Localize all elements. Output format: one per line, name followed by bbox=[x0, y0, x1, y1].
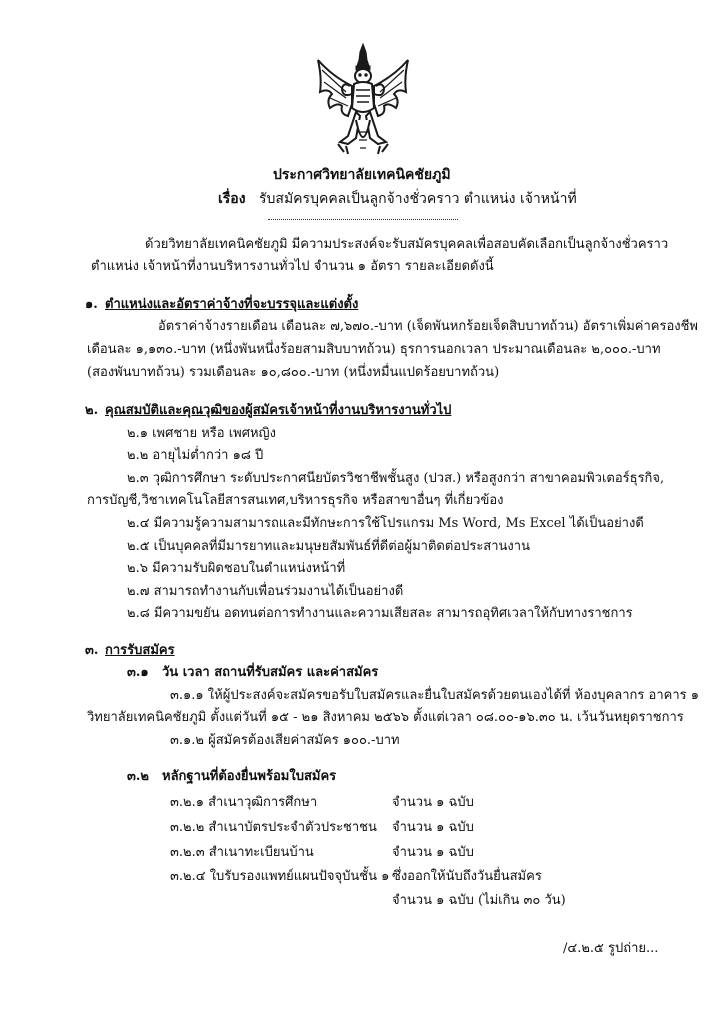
document-name: ๓.๒.๑ สำเนาวุฒิการศึกษา bbox=[170, 795, 318, 810]
title-divider bbox=[268, 219, 458, 220]
list-item: ๒.๔ มีความรู้ความสามารถและมีทักษะการใช้โปรแกรม Ms Word, Ms Excel ได้เป็นอย่างดี bbox=[127, 516, 644, 531]
section-1-heading: ตำแหน่งและอัตราค่าจ้างที่จะบรรจุและแต่งตั้ง bbox=[105, 297, 359, 312]
section-3-2-number: ๓.๒ bbox=[127, 769, 149, 784]
list-item: ๒.๗ สามารถทำงานกับเพื่อนร่วมงานได้เป็นอย่างดี bbox=[127, 584, 404, 599]
section-2-number: ๒. bbox=[85, 403, 99, 418]
subject-text: รับสมัครบุคคลเป็นลูกจ้างชั่วคราว ตำแหน่ง เจ้าหน้าที่ bbox=[259, 191, 577, 207]
list-item: การบัญชี,วิชาเทคโนโลยีสารสนเทศ,บริหารธุรกิจ หรือสาขาอื่นๆ ที่เกี่ยวข้อง bbox=[87, 493, 504, 508]
document-qty: จำนวน ๑ ฉบับ bbox=[392, 820, 474, 835]
section-3-number: ๓. bbox=[85, 643, 99, 658]
section-3-1-number: ๓.๑ bbox=[127, 665, 149, 680]
document-qty: จำนวน ๑ ฉบับ bbox=[392, 795, 474, 810]
section-1-number: ๑. bbox=[85, 297, 98, 312]
section-1-line-3: (สองพันบาทถ้วน) รวมเดือนละ ๑๐,๘๐๐.-บาท (หนึ่งหมื่นแปดร้อยบาทถ้วน) bbox=[87, 365, 500, 380]
document-qty-extra: จำนวน ๑ ฉบับ (ไม่เกิน ๓๐ วัน) bbox=[392, 893, 566, 908]
section-1-line-2: เดือนละ ๑,๑๓๐.-บาท (หนึ่งพันหนึ่งร้อยสามสิบบาทถ้วน) ธุรการนอกเวลา ประมาณเดือนละ ๒,๐๐๐.-บาท bbox=[87, 342, 661, 357]
section-2-heading: คุณสมบัติและคุณวุฒิของผู้สมัครเจ้าหน้าที่งานบริหารงานทั่วไป bbox=[105, 403, 452, 418]
page-continuation: /๔.๒.๕ รูปถ่าย... bbox=[563, 941, 659, 956]
list-item: ๒.๒ อายุไม่ต่ำกว่า ๑๘ ปี bbox=[127, 448, 264, 463]
intro-line-2: ตำแหน่ง เจ้าหน้าที่งานบริหารงานทั่วไป จำนวน ๑ อัตรา รายละเอียดดังนี้ bbox=[91, 259, 494, 274]
document-name: ๓.๒.๔ ใบรับรองแพทย์แผนปัจจุบันชั้น ๑ bbox=[170, 869, 390, 884]
list-item: ๒.๘ มีความขยัน อดทนต่อการทำงานและความเสียสละ สามารถอุทิศเวลาให้กับทางราชการ bbox=[127, 606, 633, 621]
intro-line-1: ด้วยวิทยาลัยเทคนิคชัยภูมิ มีความประสงค์จะรับสมัครบุคคลเพื่อสอบคัดเลือกเป็นลูกจ้างชั่วคราว bbox=[145, 237, 669, 252]
section-3-2-heading: หลักฐานที่ต้องยื่นพร้อมใบสมัคร bbox=[162, 769, 337, 784]
section-3-1-line-1: ๓.๑.๑ ให้ผู้ประสงค์จะสมัครขอรับใบสมัครและยื่นใบสมัครด้วยตนเองได้ที่ ห้องบุคลากร อาคาร ๑ bbox=[170, 688, 699, 703]
document-qty: จำนวน ๑ ฉบับ bbox=[392, 845, 474, 860]
section-1-line-1: อัตราค่าจ้างรายเดือน เดือนละ ๗,๖๗๐.-บาท (เจ็ดพันหกร้อยเจ็ดสิบบาทถ้วน) อัตราเพิ่มค่าครองชีพ bbox=[158, 319, 699, 334]
document-name: ๓.๒.๓ สำเนาทะเบียนบ้าน bbox=[170, 845, 314, 860]
list-item: ๒.๓ วุฒิการศึกษา ระดับประกาศนียบัตรวิชาชีพชั้นสูง (ปวส.) หรือสูงกว่า สาขาคอมพิวเตอร์ธุรกิจ, bbox=[127, 471, 665, 486]
list-item: ๒.๑ เพศชาย หรือ เพศหญิง bbox=[127, 426, 276, 441]
subject-label: เรื่อง bbox=[218, 191, 246, 207]
section-3-heading: การรับสมัคร bbox=[105, 643, 175, 658]
document-qty: ซึ่งออกให้นับถึงวันยื่นสมัคร bbox=[392, 869, 542, 884]
section-3-1-line-3: ๓.๑.๒ ผู้สมัครต้องเสียค่าสมัคร ๑๐๐.-บาท bbox=[170, 733, 400, 748]
garuda-emblem-icon bbox=[312, 42, 414, 160]
list-item: ๒.๕ เป็นบุคคลที่มีมารยาทและมนุษยสัมพันธ์ที่ดีต่อผู้มาติดต่อประสานงาน bbox=[127, 539, 530, 554]
page-title: ประกาศวิทยาลัยเทคนิคชัยภูมิ bbox=[273, 167, 451, 183]
section-3-1-heading: วัน เวลา สถานที่รับสมัคร และค่าสมัคร bbox=[162, 665, 379, 680]
list-item: ๒.๖ มีความรับผิดชอบในตำแหน่งหน้าที่ bbox=[127, 561, 346, 576]
section-3-1-line-2: วิทยาลัยเทคนิคชัยภูมิ ตั้งแต่วันที่ ๑๕ - ๒๑ สิงหาคม ๒๕๖๖ ตั้งแต่เวลา ๐๘.๐๐-๑๖.๓๐ น. เว้นวันหยุดราชการ bbox=[87, 710, 684, 725]
document-name: ๓.๒.๒ สำเนาบัตรประจำตัวประชาชน bbox=[170, 820, 377, 835]
